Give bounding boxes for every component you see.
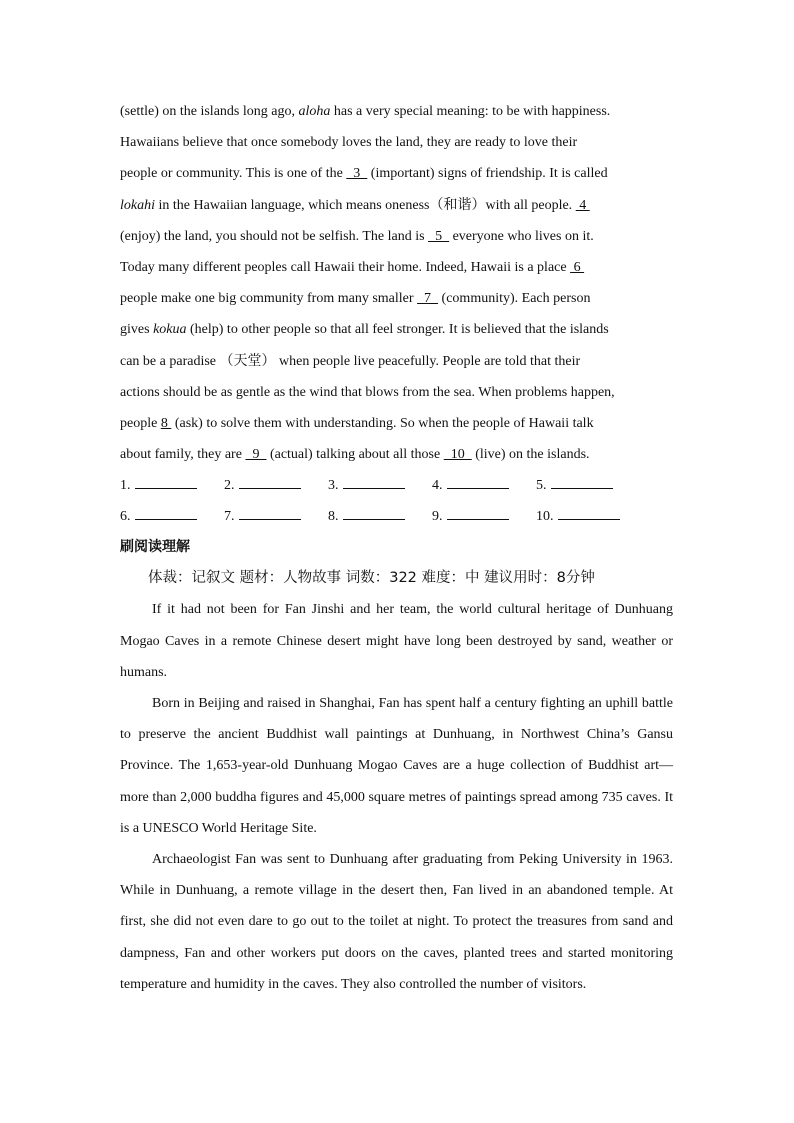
passage-line: people or community. This is one of the 3 (important) signs of friendship. It is called [120,166,608,182]
answer-slot[interactable]: 7. [224,501,328,532]
answer-row-1 [120,470,673,501]
answer-line[interactable] [447,505,509,520]
answer-line[interactable] [239,505,301,520]
answer-line[interactable] [135,474,197,489]
answer-blanks [120,470,673,532]
passage-line: about family, they are 9 (actual) talking about all those 10 (live) on the islands. [120,447,590,463]
passage-line: can be a paradise （天堂） when people live peacefully. People are told that their [120,352,581,369]
document-page [120,96,673,1000]
blank-3: 3 [346,166,368,182]
answer-slot[interactable]: 5. [536,470,640,501]
answer-slot[interactable]: 6. [120,501,224,532]
passage-line: (enjoy) the land, you should not be selfish. The land is 5 everyone who lives on it. [120,228,594,244]
passage-hawaii [120,96,673,470]
blank-7: 7 [417,291,439,307]
passage-line: actions should be as gentle as the wind that blows from the sea. When problems happen, [120,384,615,400]
blank-8: 8 [160,416,172,432]
blank-10: 10 [443,447,472,463]
paragraph: If it had not been for Fan Jinshi and her team, the world cultural heritage of Dunhuang Mogao Caves in a remote Chinese desert might have long been destroyed by sand, weather or humans. [120,602,673,680]
paragraph: Born in Beijing and raised in Shanghai, Fan has spent half a century fighting an uphill battle to preserve the ancient Buddhist wall paintings at Dunhuang, in Northwest China’s Gansu Province. The 1,653-year-old Dunhuang Mogao Caves are a huge collection of Buddhist art—more than 2,000 buddha figures and 45,000 square metres of paintings spread among 735 caves. It is a UNESCO World Heritage Site. [120,696,673,836]
answer-row-2 [120,501,673,532]
answer-slot[interactable]: 3. [328,470,432,501]
answer-slot[interactable]: 2. [224,470,328,501]
answer-line[interactable] [447,474,509,489]
passage-line: (settle) on the islands long ago, aloha has a very special meaning: to be with happiness. [120,104,611,119]
answer-slot[interactable]: 1. [120,470,224,501]
answer-slot[interactable]: 8. [328,501,432,532]
blank-9: 9 [245,447,267,463]
answer-line[interactable] [558,505,620,520]
answer-line[interactable] [551,474,613,489]
passage-line: Today many different peoples call Hawaii their home. Indeed, Hawaii is a place 6 [120,260,585,276]
passage-line: people make one big community from many smaller 7 (community). Each person [120,291,591,307]
answer-slot[interactable]: 10. [536,501,640,532]
passage-fan-jinshi [120,594,673,1000]
answer-line[interactable] [343,505,405,520]
answer-slot[interactable]: 9. [432,501,536,532]
paragraph: Archaeologist Fan was sent to Dunhuang after graduating from Peking University in 1963. While in Dunhuang, a remote village in the desert then, Fan lived in an abandoned temple. At first, she did not even dare to go out to the toilet at night. To protect the treasures from sand and dampness, Fan and other workers put doors on the caves, planted trees and started monitoring temperature and humidity in the caves. They also controlled the number of visitors. [120,852,673,992]
passage-line: people 8 (ask) to solve them with understanding. So when the people of Hawaii talk [120,416,594,432]
answer-line[interactable] [135,505,197,520]
blank-5: 5 [428,228,450,244]
section-title: 刷阅读理解 [120,539,190,556]
passage-line: Hawaiians believe that once somebody loves the land, they are ready to love their [120,135,578,151]
answer-line[interactable] [343,474,405,489]
blank-6: 6 [570,260,585,276]
answer-slot[interactable]: 4. [432,470,536,501]
passage-line: lokahi in the Hawaiian language, which means oneness（和谐）with all people. 4 [120,196,590,213]
passage-line: gives kokua (help) to other people so that all feel stronger. It is believed that the islands [120,322,609,338]
section-meta: 体裁：记叙文 题材：人物故事 词数：322 难度：中 建议用时：8分钟 [148,570,595,587]
blank-4: 4 [575,197,590,213]
answer-line[interactable] [239,474,301,489]
